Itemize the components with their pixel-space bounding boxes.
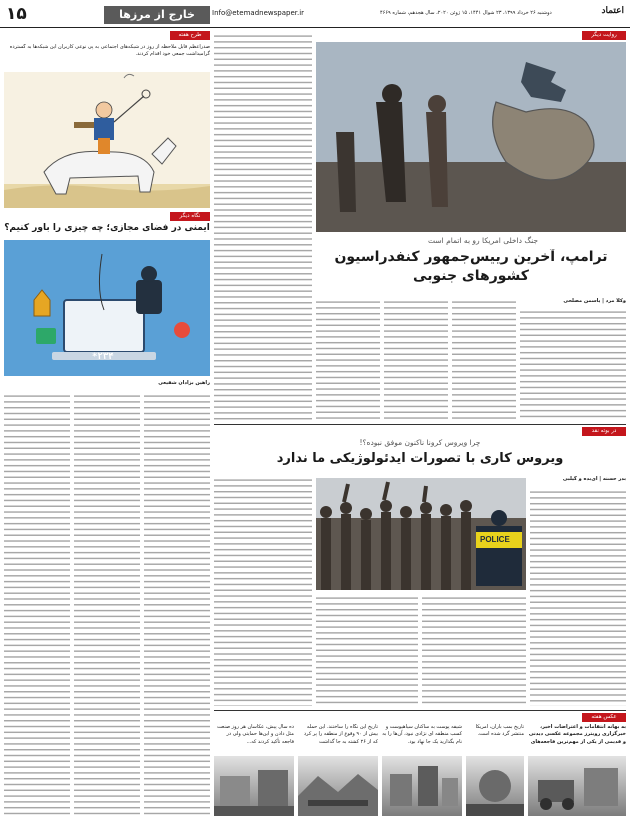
main-headline-line2: کشورهای جنوبی	[413, 268, 529, 284]
body-text-col	[214, 476, 312, 706]
security-illustration	[4, 240, 210, 376]
cartoon-label: طرح هفته	[170, 31, 210, 40]
historic-photo	[528, 756, 626, 816]
top-right-label: روایت دیگر	[582, 31, 626, 40]
code-text: *۲۳۴	[92, 352, 114, 362]
body-text-col	[452, 298, 516, 420]
page-header	[0, 0, 630, 28]
body-text-col	[384, 298, 448, 420]
strip-caption-5: به بهانه انتقامات و اعتراضات اخیر، خبرگزاری رویترز مجموعه عکسی دیدنی و قدیمی از یکی از مهم‌ترین فاجعه‌های	[528, 724, 626, 745]
body-text-col	[144, 392, 210, 816]
body-text-col	[316, 594, 418, 706]
historic-photo	[382, 756, 462, 816]
body-text-col	[422, 594, 526, 706]
section-title: خارج از مرزها	[104, 6, 210, 24]
main-headline-line1: ترامپ، آخرین رییس‌جمهور کنفدراسیون	[334, 249, 608, 265]
statue-photo	[316, 42, 626, 232]
virus-headline: ویروس کاری با تصورات ایدئولوژیکی ما ندارد	[276, 451, 564, 466]
cartoon-image	[4, 72, 210, 208]
strip-caption-4: تاریخ بمب باران، امریکا منتشر گرد شده است.	[475, 724, 524, 738]
tech-label: نگاه دیگر	[170, 212, 210, 221]
protest-photo	[316, 478, 526, 590]
divider	[214, 424, 626, 425]
bottom-right-label: عکس هفته	[582, 713, 626, 722]
page-number: ۱۵	[6, 4, 27, 24]
cartoon-caption: صدراعظم قابل ملاحظه از روز در شبکه‌های اجتماعی به پی نوعی کاربران این شبکه‌ها به گسترده گرامیداشت جمعی خود اقدام کردند.	[9, 44, 210, 58]
body-text-col	[214, 32, 312, 420]
virus-kicker: چرا ویروس کرونا ناکنون موفق نبوده؟!	[359, 438, 481, 447]
body-text-col	[4, 392, 70, 816]
historic-photo	[214, 756, 294, 816]
column-author: راهین بزادان شفیعی	[158, 380, 210, 386]
body-text-col	[316, 298, 380, 420]
email-link[interactable]: Info@etemadnewspaper.ir	[212, 9, 305, 17]
strip-caption-3: شیفه پوست به ساکنان سیاهپوست و کسب منطقه ای نژادی نبود، آن‌ها را به نام بگذارید یک جا نهاد بود.	[382, 724, 462, 745]
body-text-col	[74, 392, 140, 816]
newspaper-logo: اعتماد	[601, 6, 624, 16]
main-kicker: جنگ داخلی امریکا رو به اتمام است	[428, 236, 538, 245]
strip-caption-1: ده سال پیش، عکاسان هر روز صنعت مثل دادن و این‌ها حمایتی ولی در فاجعه تأکید کردند که...	[217, 724, 294, 745]
main-author: وکلا مرد | یاسمن مصلحی	[563, 298, 626, 304]
divider	[214, 710, 626, 711]
historic-photo	[466, 756, 524, 816]
body-text-col	[530, 488, 626, 706]
historic-photo	[298, 756, 378, 816]
tech-title: ایمنی در فضای مجازی؛ چه چیزی را باور کنیم؟	[4, 223, 210, 233]
body-text-col	[520, 308, 626, 420]
strip-caption-2: تاریخ این نگاه را ساختند. این حمله بیش از ۹۰ وقوع از منطقه را پر کرد که از ۲۶ کشته به جا گذاشت	[303, 724, 378, 745]
date-line: دوشنبه ۲۶ خرداد ۱۳۹۹، ۲۳ شوال ۱۴۴۱، ۱۵ ژوئن ۲۰۲۰، سال هجدهم، شماره ۴۶۶۹	[380, 10, 552, 16]
mid-right-label: در بوته نقد	[582, 427, 626, 436]
police-text: POLICE	[480, 535, 510, 544]
virus-author: بدر حسنه | آی‌بده و گیلبی	[562, 476, 626, 482]
